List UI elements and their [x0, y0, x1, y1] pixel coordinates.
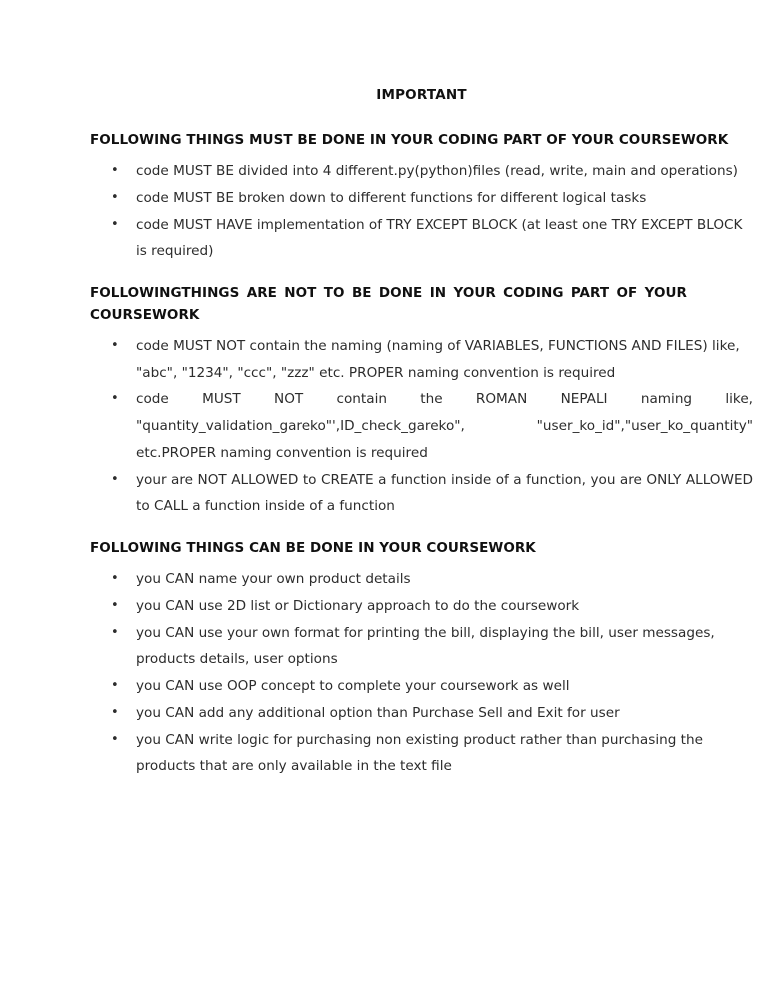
- list-item: [90, 333, 753, 387]
- list-item-text: you CAN use OOP concept to complete your coursework as well: [136, 678, 570, 695]
- section-can-be-done: [90, 538, 753, 780]
- bullet-dot-icon: •: [111, 571, 119, 587]
- list-item-text: code MUST HAVE implementation of TRY EXCEPT BLOCK (at least one TRY EXCEPT BLOCK is required): [136, 216, 743, 260]
- list-item-text: code MUST NOT contain the ROMAN NEPALI naming like, "quantity_validation_gareko"',ID_check_gareko", "user_ko_id","user_ko_quantity" etc.PROPER naming convention is required: [136, 391, 753, 461]
- bullet-dot-icon: •: [111, 163, 119, 179]
- list-item: [90, 212, 753, 266]
- page-title: IMPORTANT: [376, 87, 467, 103]
- bullet-dot-icon: •: [111, 624, 119, 640]
- bullet-dot-icon: •: [111, 678, 119, 694]
- section-heading-must-be-done: FOLLOWING THINGS MUST BE DONE IN YOUR CODING PART OF YOUR COURSEWORK: [90, 132, 729, 149]
- bullet-dot-icon: •: [111, 704, 119, 720]
- list-item-text: you CAN use your own format for printing the bill, displaying the bill, user messages, products details, user options: [136, 624, 715, 668]
- list-item: [90, 158, 753, 185]
- list-item-text: you CAN write logic for purchasing non existing product rather than purchasing the products that are only available in the text file: [136, 731, 703, 775]
- bullet-list-must-be-done: [90, 158, 753, 265]
- bullet-dot-icon: •: [111, 216, 119, 232]
- list-item-text: your are NOT ALLOWED to CREATE a function inside of a function, you are ONLY ALLOWED to CALL a function inside of a function: [136, 471, 753, 515]
- list-item: [90, 593, 753, 620]
- list-item: [90, 620, 753, 674]
- list-item-text: code MUST BE divided into 4 different.py(python)files (read, write, main and operations): [136, 163, 738, 180]
- list-item: [90, 700, 753, 727]
- bullet-dot-icon: •: [111, 597, 119, 613]
- list-item: [90, 566, 753, 593]
- list-item: [90, 386, 753, 466]
- section-heading-can-be-done: FOLLOWING THINGS CAN BE DONE IN YOUR COURSEWORK: [90, 540, 536, 557]
- bullet-list-can-be-done: [90, 566, 753, 780]
- bullet-dot-icon: •: [111, 189, 119, 205]
- section-must-be-done: [90, 130, 753, 265]
- list-item: [90, 185, 753, 212]
- section-heading-not-to-be-done: FOLLOWINGTHINGS ARE NOT TO BE DONE IN YOUR CODING PART OF YOUR COURSEWORK: [90, 285, 687, 323]
- list-item: [90, 673, 753, 700]
- section-not-to-be-done: [90, 283, 753, 520]
- list-item-text: you CAN add any additional option than Purchase Sell and Exit for user: [136, 704, 620, 721]
- bullet-dot-icon: •: [111, 471, 119, 487]
- bullet-dot-icon: •: [111, 391, 119, 407]
- list-item-text: code MUST NOT contain the naming (naming of VARIABLES, FUNCTIONS AND FILES) like, "abc", "1234", "ccc", "zzz" etc. PROPER naming convention is required: [136, 337, 740, 381]
- list-item: [90, 727, 753, 781]
- bullet-dot-icon: •: [111, 731, 119, 747]
- bullet-list-not-to-be-done: [90, 333, 753, 520]
- list-item: [90, 467, 753, 521]
- list-item-text: you CAN name your own product details: [136, 571, 411, 588]
- bullet-dot-icon: •: [111, 337, 119, 353]
- list-item-text: code MUST BE broken down to different functions for different logical tasks: [136, 189, 647, 206]
- document-content: [90, 86, 753, 798]
- list-item-text: you CAN use 2D list or Dictionary approach to do the coursework: [136, 597, 580, 614]
